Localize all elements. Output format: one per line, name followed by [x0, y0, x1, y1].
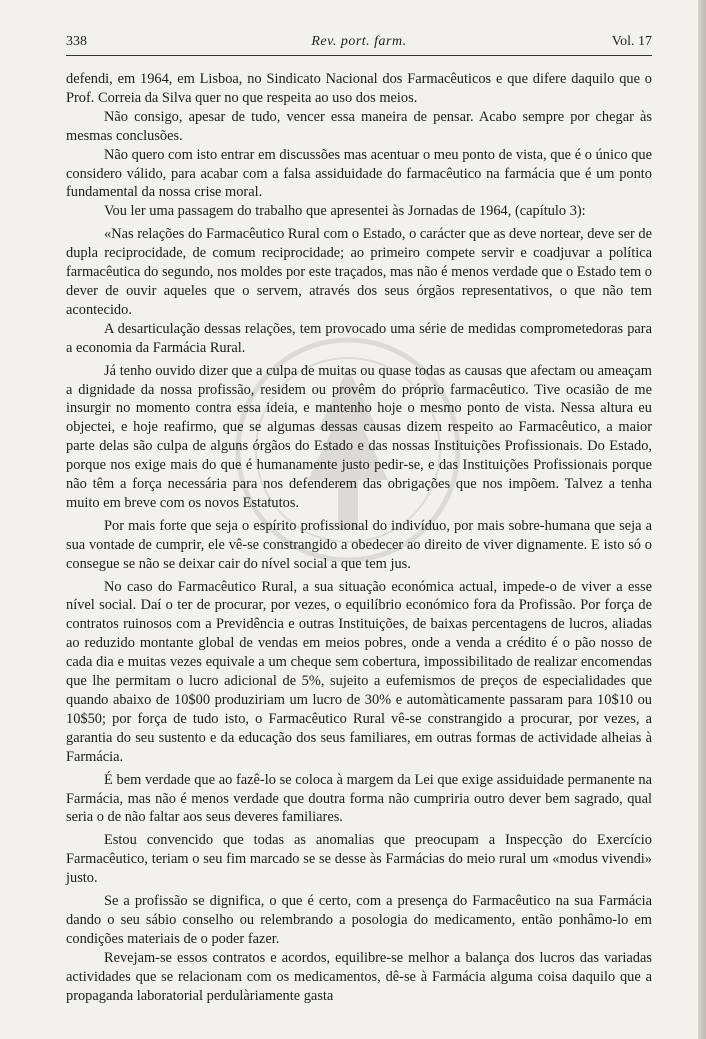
- quoted-paragraph: Revejam-se essos contratos e acordos, equilibre-se melhor a balança dos lucros das variadas actividades que se relacionam com os medicamentos, dê-se à Farmácia alguma coisa daquilo que a propaganda laboratorial perdulàriamente gasta: [66, 949, 652, 1004]
- volume-label: Vol. 17: [611, 34, 652, 49]
- quoted-paragraph: Por mais forte que seja o espírito profissional do indivíduo, por mais sobre-humana que seja a sua vontade de cumprir, ele vê-se constrangido a obedecer ao direito de viver dignamente. E isto só o consegue se não se deixar cair do nível social a que tem jus.: [66, 517, 652, 572]
- quoted-paragraph: Estou convencido que todas as anomalias que preocupam a Inspecção do Exercício Farmacêutico, teriam o seu fim marcado se se desse às Farmácias do meio rural um «modus vivendi» justo.: [66, 832, 652, 887]
- paragraph: Não consigo, apesar de tudo, vencer essa maneira de pensar. Acabo sempre por chegar às mesmas conclusões.: [66, 108, 652, 144]
- journal-title: Rev. port. farm.: [311, 34, 407, 49]
- quoted-paragraph: «Nas relações do Farmacêutico Rural com o Estado, o carácter que as deve nortear, deve ser de dupla reciprocidade, de comum reciprocidade; ao primeiro compete servir e coadjuvar a política farmacêutica do segundo, nos moldes por este traçados, mas não é menos verdade que o Estado tem o dever de ouvir aqueles que o servem, através dos seus órgãos representativos, o que não tem acontecido.: [66, 226, 652, 318]
- header-rule: [66, 55, 652, 56]
- quoted-paragraph: Já tenho ouvido dizer que a culpa de muitas ou quase todas as causas que afectam ou ameaçam a dignidade da nossa profissão, residem ou provêm do próprio farmacêutico. Tive ocasião de me insurgir no momento contra essa ideia, e mantenho hoje o mesmo ponto de vista. Nessa altura eu objectei, e hoje reafirmo, que se algumas dessas causas dizem respeito ao Farmacêutico, a maior parte delas são culpa de alguns órgãos do Estado e das nossas Instituições Profissionais. Do Estado, porque nos exige mais do que é humanamente justo pedir-se, e das Instituições Profissionais porque não têm a força necessária para nos defenderem das obrigações que nos impõem. Talvez a tenha muito em breve com os novos Estatutos.: [66, 362, 652, 511]
- paragraph: Não quero com isto entrar em discussões mas acentuar o meu ponto de vista, que é o único que considero válido, para acabar com a falsa assiduidade do farmacêutico na farmácia que é um ponto fundamental da nossa crise moral.: [66, 146, 652, 201]
- article-body: [66, 70, 652, 1006]
- quoted-paragraph: Se a profissão se dignifica, o que é certo, com a presença do Farmacêutico na sua Farmácia dando o seu sábio conselho ou relembrando a posologia do medicamento, então ponhâmo-lo em condições materiais de o poder fazer.: [66, 893, 652, 947]
- quoted-paragraph: No caso do Farmacêutico Rural, a sua situação económica actual, impede-o de viver a esse nível social. Daí o ter de procurar, por vezes, o equilíbrio económico fora da Profissão. Por força de contratos ruinosos com a Previdência e outras Instituições, de baixas percentagens de lucros, aliadas ao reduzido montante global de vendas em meios pobres, onde a venda a crédito é o pão nosso de cada dia e muitas vezes equivale a um cheque sem cobertura, impossibilitado de realizar encomendas que lhe permitam o lucro adicional de 5%, sujeito a eufemismos de preços de especialidades que quando abaixo de 10$00 produziriam um lucro de 30% e automàticamente passaram para 10$10 ou 10$50; por força de tudo isto, o Farmacêutico Rural vê-se constrangido a procurar, por vezes, a garantia do seu sustento e da educação dos seus familiares, em outras formas de actividade alheias à Farmácia.: [66, 578, 652, 765]
- paragraph: defendi, em 1964, em Lisboa, no Sindicato Nacional dos Farmacêuticos e que difere daquilo que o Prof. Correia da Silva quer no que respeita ao uso dos meios.: [66, 71, 652, 106]
- running-header: [66, 34, 652, 54]
- quoted-paragraph: É bem verdade que ao fazê-lo se coloca à margem da Lei que exige assiduidade permanente na Farmácia, mas não é menos verdade que doutra forma não cumpriria outro dever bem sagrado, qual seria o de não faltar aos seus deveres familiares.: [66, 771, 652, 826]
- paragraph: Vou ler uma passagem do trabalho que apresentei às Jornadas de 1964, (capítulo 3):: [104, 203, 586, 220]
- quoted-paragraph: A desarticulação dessas relações, tem provocado uma série de medidas comprometedoras para a economia da Farmácia Rural.: [66, 320, 652, 356]
- page-number: 338: [66, 34, 87, 49]
